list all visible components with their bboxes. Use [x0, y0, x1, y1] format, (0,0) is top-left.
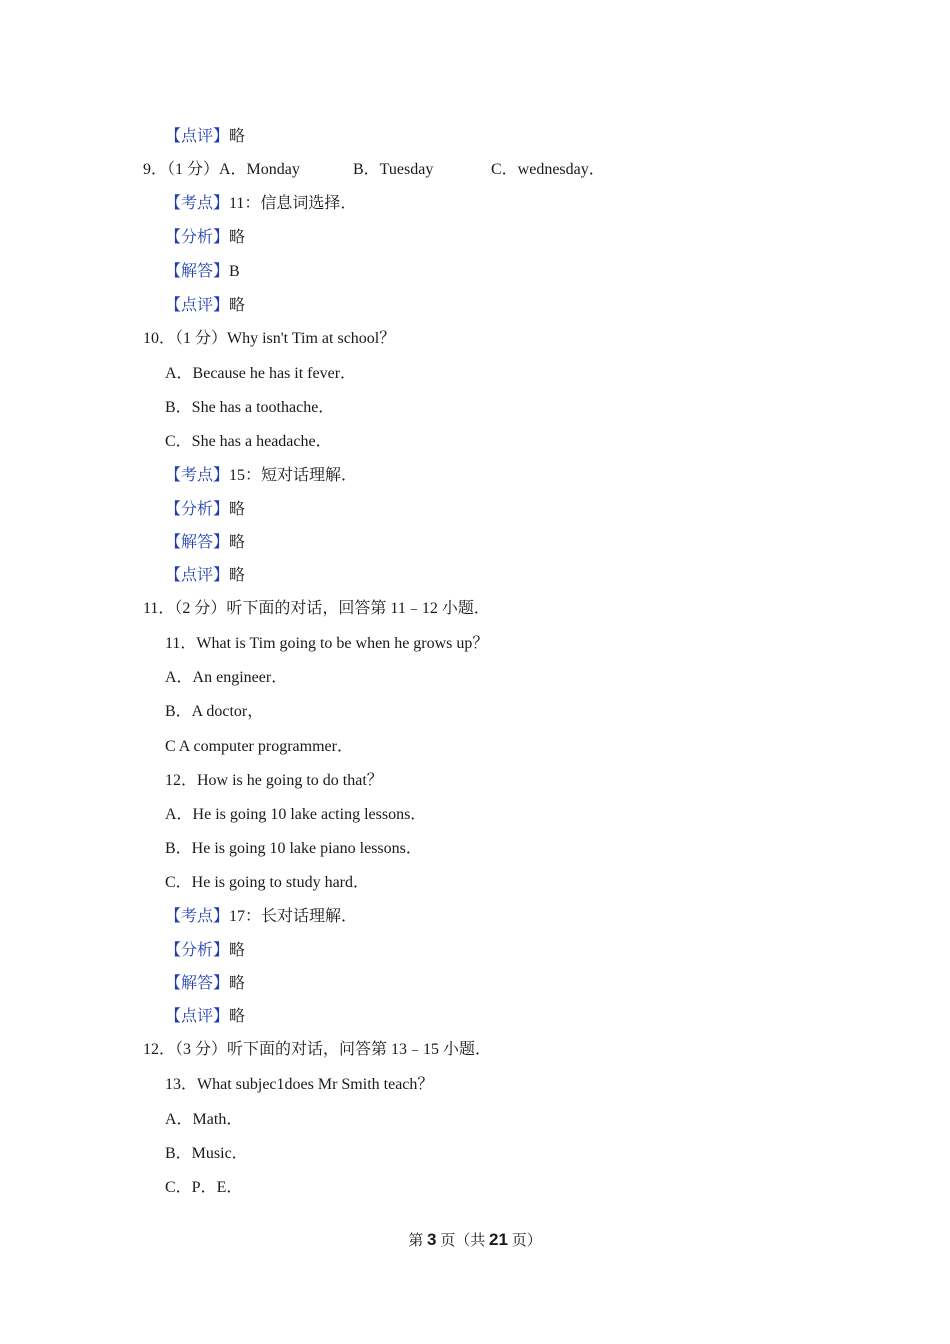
q11-answer-value: 略 — [229, 975, 246, 992]
q9-analysis-line — [165, 228, 245, 248]
q10-analysis-value: 略 — [229, 501, 246, 518]
footer-total-pages: 21 — [489, 1230, 508, 1249]
review-value: 略 — [229, 128, 246, 145]
q9-review-line — [165, 296, 245, 316]
q11-analysis-value: 略 — [229, 942, 246, 959]
review-label: 【点评】 — [165, 128, 230, 145]
question-12-stem: 12．（3 分）听下面的对话，问答第 13﹣15 小题． — [143, 1041, 492, 1058]
q10-answer-line — [165, 533, 245, 553]
sub13-option-a: A．Math． — [165, 1111, 243, 1128]
subquestion-11: 11．What is Tim going to be when he grows up？ — [165, 635, 489, 652]
q10-review-line — [165, 566, 245, 586]
q9-option-b: B．Tuesday — [353, 161, 434, 178]
answer-label: 【解答】 — [165, 263, 230, 280]
q10-analysis-line — [165, 500, 245, 520]
q10-option-a: A．Because he has it fever． — [165, 365, 357, 382]
review-label: 【点评】 — [165, 297, 230, 314]
analysis-label: 【分析】 — [165, 501, 230, 518]
subquestion-12: 12．How is he going to do that？ — [165, 772, 383, 789]
sub11-option-a: A．An engineer． — [165, 669, 288, 686]
page-footer — [0, 1229, 950, 1250]
footer-prefix: 第 — [408, 1233, 428, 1249]
analysis-label: 【分析】 — [165, 229, 230, 246]
subquestion-13: 13．What subjec1does Mr Smith teach？ — [165, 1076, 434, 1093]
footer-suffix: 页） — [507, 1233, 542, 1249]
q9-answer-line — [165, 262, 240, 282]
sub12-option-b: B．He is going 10 lake piano lessons． — [165, 840, 422, 857]
footer-middle: 页（共 — [436, 1233, 490, 1249]
q9-review-value: 略 — [229, 297, 246, 314]
answer-label: 【解答】 — [165, 534, 230, 551]
review-line — [165, 127, 245, 147]
footer-page-number: 3 — [427, 1230, 437, 1249]
q11-analysis-line — [165, 941, 245, 961]
q11-point-value: 17：长对话理解． — [229, 908, 358, 925]
q10-option-c: C．She has a headache． — [165, 433, 332, 450]
point-label: 【考点】 — [165, 467, 230, 484]
sub11-option-c: C A computer programmer． — [165, 738, 353, 755]
q9-point-value: 11：信息词选择． — [229, 195, 357, 212]
point-label: 【考点】 — [165, 195, 230, 212]
question-9-stem — [143, 160, 300, 180]
answer-label: 【解答】 — [165, 975, 230, 992]
sub12-option-c: C．He is going to study hard． — [165, 874, 369, 891]
review-label: 【点评】 — [165, 1008, 230, 1025]
question-10-stem: 10．（1 分）Why isn't Tim at school？ — [143, 330, 396, 347]
sub13-option-c: C．P．E． — [165, 1179, 243, 1196]
q11-review-line — [165, 1007, 245, 1027]
q11-point-line — [165, 907, 357, 927]
q10-option-b: B．She has a toothache． — [165, 399, 335, 416]
sub11-option-b: B．A doctor， — [165, 703, 264, 720]
sub12-option-a: A．He is going 10 lake acting lessons． — [165, 806, 427, 823]
q11-review-value: 略 — [229, 1008, 246, 1025]
q9-point-line — [165, 194, 356, 214]
analysis-label: 【分析】 — [165, 942, 230, 959]
review-label: 【点评】 — [165, 567, 230, 584]
q9-option-c: C．wednesday． — [491, 161, 605, 178]
q10-point-line — [165, 466, 357, 486]
q9-answer-value: B — [229, 263, 240, 280]
q10-answer-value: 略 — [229, 534, 246, 551]
q10-point-value: 15：短对话理解． — [229, 467, 358, 484]
sub13-option-b: B．Music． — [165, 1145, 248, 1162]
q11-answer-line — [165, 974, 245, 994]
q9-stem-text: 9．（1 分）A．Monday — [143, 161, 300, 178]
question-11-stem: 11．（2 分）听下面的对话，回答第 11﹣12 小题． — [143, 600, 490, 617]
q9-analysis-value: 略 — [229, 229, 246, 246]
point-label: 【考点】 — [165, 908, 230, 925]
q10-review-value: 略 — [229, 567, 246, 584]
